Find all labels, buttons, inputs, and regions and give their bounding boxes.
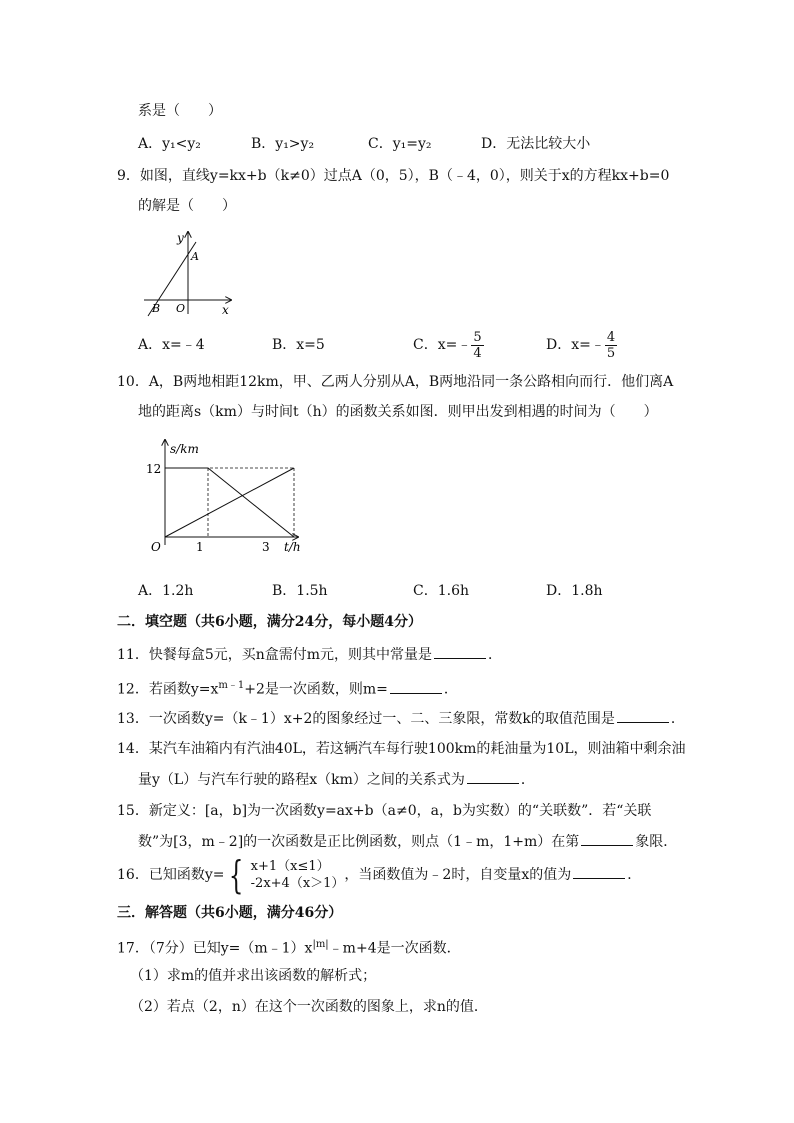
q10-option-b: B．1.5h [272, 583, 328, 599]
q11-answer-blank[interactable] [434, 644, 486, 659]
q13-end: ． [670, 711, 685, 727]
q13-text: 13．一次函数y=（k﹣1）x+2的图象经过一、二、三象限，常数k的取值范围是 [117, 711, 615, 727]
q16-suffix: ，当函数值为﹣2时，自变量x的值为 [344, 867, 572, 883]
q9-option-d-fraction [605, 330, 617, 361]
q9-option-a: A．x=﹣4 [138, 337, 205, 353]
q9-point-b-label: B [152, 302, 161, 315]
q8-option-b: B．y₁>y₂ [251, 136, 315, 152]
q12-exponent: m﹣1 [218, 680, 245, 691]
q9-option-c [413, 328, 484, 362]
q14-end: ． [520, 772, 535, 788]
q9-option-d-prefix: D．x=﹣ [546, 337, 605, 353]
q17-text-b: ﹣m+4是一次函数． [328, 940, 461, 957]
q12-end: ． [443, 681, 458, 698]
q10-option-d: D．1.8h [546, 583, 603, 599]
q16 [117, 853, 642, 897]
q15-text-b: 象限． [635, 834, 678, 850]
q9-option-c-den: 4 [473, 345, 482, 361]
q12-text-b: +2是一次函数，则m= [244, 681, 388, 698]
q15-text-a: 数”为[3，m﹣2]的一次函数是正比例函数，则点（1﹣m，1+m）在第 [138, 834, 580, 850]
q13 [117, 708, 685, 729]
q16-answer-blank[interactable] [573, 864, 625, 879]
q9-option-d [546, 328, 617, 362]
q9-graph [138, 226, 238, 318]
q16-brace-icon: { [229, 853, 244, 897]
q10-stem-line1: 10．A，B两地相距12km，甲、乙两人分别从A，B两地沿同一条公路相向而行．他们离A [117, 374, 674, 390]
q9-option-d-num: 4 [606, 329, 616, 345]
q10-x-label: t/h [284, 540, 301, 554]
q12 [117, 676, 458, 700]
q10-chart [138, 435, 308, 560]
q16-case-2: -2x+4（x＞1） [250, 876, 345, 891]
q15-line2 [138, 831, 677, 852]
q10-tick-y-12: 12 [146, 462, 162, 476]
q12-text-a: 12．若函数y=x [117, 681, 219, 698]
q9-option-c-num: 5 [473, 329, 482, 345]
q10-tick-x-1: 1 [196, 540, 204, 554]
q9-point-a-label: A [191, 250, 199, 263]
q13-answer-blank[interactable] [617, 708, 669, 723]
q9-option-c-fraction [471, 330, 483, 361]
q8-option-d: D．无法比较大小 [481, 136, 591, 152]
q9-stem-line1: 9．如图，直线y=kx+b（k≠0）过点A（0，5），B（﹣4，0），则关于x的方程kx+b=0 [117, 168, 670, 184]
q17-exponent: |m| [312, 939, 329, 950]
q14-answer-blank[interactable] [467, 769, 519, 784]
q10-tick-x-3: 3 [262, 540, 270, 554]
section-2-heading: 二．填空题（共6小题，满分24分，每小题4分） [117, 614, 422, 630]
q9-option-d-den: 5 [606, 345, 616, 361]
q17-stem [117, 935, 461, 959]
q8-tail: 系是（ ） [138, 103, 222, 119]
q16-piecewise [224, 853, 345, 897]
q9-option-b: B．x=5 [272, 337, 325, 353]
q10-stem-line2: 地的距离s（km）与时间t（h）的函数关系如图．则甲出发到相遇的时间为（ ） [138, 404, 658, 420]
q17-part2: （2）若点（2，n）在这个一次函数的图象上，求n的值． [130, 999, 488, 1015]
section-3-heading: 三．解答题（共6小题，满分46分） [117, 905, 343, 921]
q9-option-c-prefix: C．x=﹣ [413, 337, 472, 353]
q8-option-c: C．y₁=y₂ [368, 136, 432, 152]
q15-line1: 15．新定义：[a，b]为一次函数y=ax+b（a≠0，a，b为实数）的“关联数”．若“关联 [117, 803, 652, 819]
q14-line2 [138, 769, 535, 790]
q9-stem-line2: 的解是（ ） [138, 198, 236, 214]
q17-part1: （1）求m的值并求出该函数的解析式； [130, 968, 377, 984]
q8-option-a: A．y₁<y₂ [138, 136, 201, 152]
q10-origin-label: O [151, 540, 161, 554]
q10-y-label: s/km [170, 442, 199, 456]
q16-case-1: x+1（x≤1） [250, 859, 330, 874]
q14-line1: 14．某汽车油箱内有汽油40L，若这辆汽车每行驶100km的耗油量为10L，则油箱中剩余油 [117, 741, 686, 757]
q15-answer-blank[interactable] [581, 831, 633, 846]
q9-y-label: y [177, 231, 184, 245]
q10-option-c: C．1.6h [413, 583, 469, 599]
q11 [117, 644, 502, 665]
q11-end: ． [488, 647, 503, 663]
q11-text: 11．快餐每盒5元，买n盒需付m元，则其中常量是 [117, 647, 433, 663]
q9-origin-label: O [176, 302, 186, 315]
q14-text: 量y（L）与汽车行驶的路程x（km）之间的关系式为 [138, 772, 465, 788]
q16-prefix: 16．已知函数y= [117, 867, 225, 883]
q17-text-a: 17．（7分）已知y=（m﹣1）x [117, 940, 313, 957]
q10-series-line-1 [165, 468, 294, 537]
q16-end: ． [627, 867, 642, 883]
q12-answer-blank[interactable] [390, 679, 442, 694]
q9-x-label: x [222, 303, 229, 317]
q10-option-a: A．1.2h [138, 583, 194, 599]
